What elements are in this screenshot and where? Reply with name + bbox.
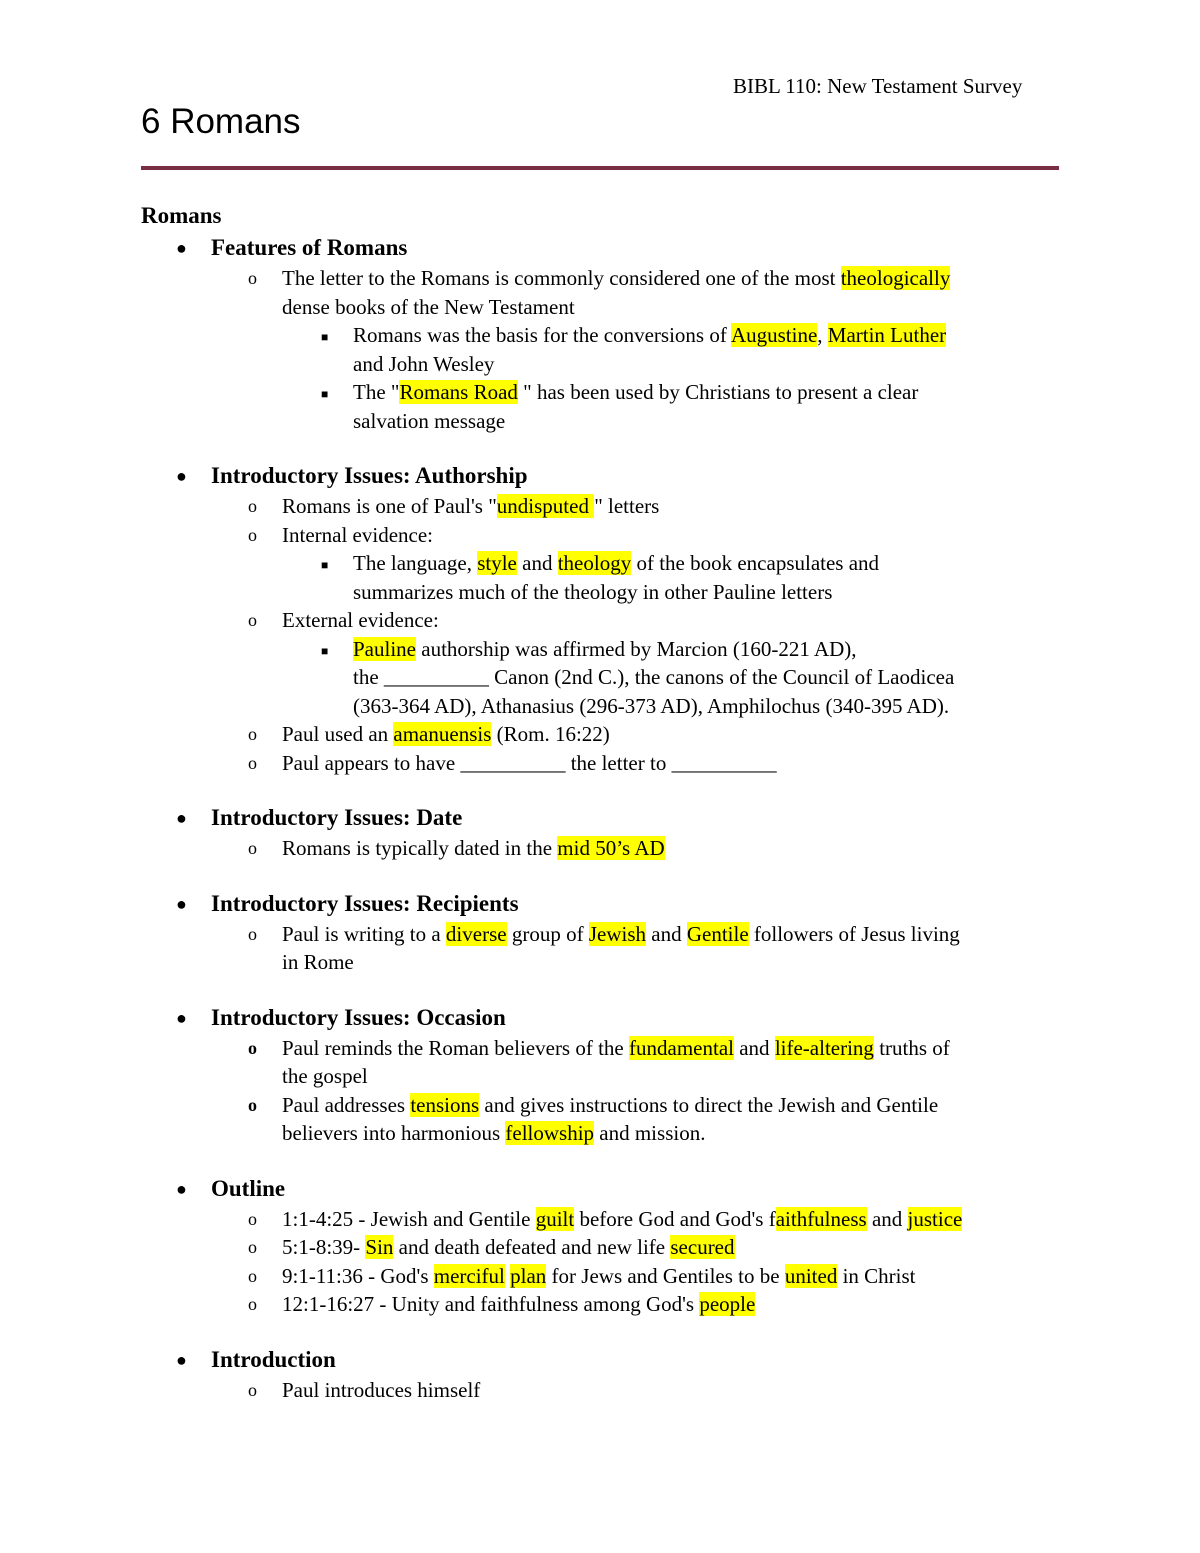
text-line <box>282 834 1200 863</box>
section-heading-text: Introductory Issues: Occasion <box>211 1004 506 1030</box>
highlighted-text: Martin Luther <box>827 323 947 347</box>
circle-bullet-marker: o <box>248 610 257 630</box>
text-run: and <box>733 1035 775 1060</box>
list-item <box>248 1034 1200 1091</box>
subject-heading: Romans <box>141 203 222 228</box>
text-run: for Jews and Gentiles to be <box>546 1263 785 1288</box>
text-line <box>353 692 1200 721</box>
section-heading <box>176 232 1200 264</box>
square-bullet-marker: ■ <box>321 330 329 344</box>
text-line <box>353 663 1200 692</box>
highlighted-text: united <box>784 1263 838 1288</box>
text-run: The letter to the Romans is commonly considered one of the most <box>282 266 841 290</box>
text-run: and <box>866 1206 908 1231</box>
circle-bullet-marker: o <box>248 268 257 288</box>
text-run: and <box>516 551 558 575</box>
section-heading <box>176 802 1200 834</box>
text-run: in Rome <box>282 950 354 974</box>
highlighted-text: Sin <box>365 1235 394 1259</box>
circle-bullet-marker: o <box>248 1094 257 1115</box>
text-run: Romans is typically dated in the <box>282 836 558 860</box>
highlighted-text: amanuensis <box>393 722 492 746</box>
text-line <box>282 1034 1200 1063</box>
section-heading-text: Introductory Issues: Date <box>211 805 463 830</box>
list-item <box>248 1290 1200 1319</box>
text-run: The " <box>353 380 400 404</box>
highlighted-text: diverse <box>445 921 507 946</box>
text-line <box>353 378 1200 407</box>
text-line <box>282 1233 1200 1262</box>
highlighted-text: style <box>477 551 517 575</box>
text-line <box>282 1376 1200 1405</box>
text-line <box>282 1119 1200 1148</box>
text-run: before God and God's f <box>574 1206 776 1231</box>
section-spacer <box>0 435 1200 460</box>
section-heading-text: Outline <box>211 1175 286 1201</box>
text-run: Paul appears to have __________ the letter to __________ <box>282 750 777 775</box>
highlighted-text: fundamental <box>629 1035 734 1060</box>
section-heading <box>176 1344 1200 1376</box>
text-line <box>353 578 1200 607</box>
text-run: 5:1-8:39- <box>282 1235 366 1259</box>
list-item <box>248 264 1200 321</box>
text-run: Paul introduces himself <box>282 1377 481 1402</box>
text-run: dense books of the New Testament <box>282 294 575 319</box>
text-line <box>282 606 1200 635</box>
text-run: believers into harmonious <box>282 1121 506 1145</box>
list-item <box>248 1262 1200 1291</box>
text-line <box>282 521 1200 550</box>
sub-list-item <box>321 549 1200 606</box>
highlighted-text: guilt <box>535 1206 575 1231</box>
circle-bullet-marker: o <box>248 1265 257 1286</box>
title-rule <box>141 166 1059 170</box>
text-run: Paul addresses <box>282 1092 411 1117</box>
highlighted-text: aithfulness <box>775 1206 867 1231</box>
text-run: and John Wesley <box>353 351 495 376</box>
text-run: (363-364 AD), Athanasius (296-373 AD), Amphilochus (340-395 AD). <box>353 693 950 718</box>
section-heading-text: Introductory Issues: Recipients <box>211 890 519 916</box>
bullet-marker: ● <box>176 238 187 258</box>
square-bullet-marker: ■ <box>321 387 329 401</box>
section-heading-text: Introduction <box>211 1346 336 1372</box>
text-run: (Rom. 16:22) <box>491 722 610 746</box>
text-line <box>282 1290 1200 1319</box>
sub-list-item <box>321 321 1200 378</box>
text-run: group of <box>506 921 589 946</box>
circle-bullet-marker: o <box>248 838 257 858</box>
section-heading <box>176 1002 1200 1034</box>
highlighted-text: Gentile <box>686 921 749 946</box>
circle-bullet-marker: o <box>248 752 257 773</box>
text-run: authorship was affirmed by Marcion (160-221 AD), <box>416 636 857 661</box>
text-line <box>282 1062 1200 1091</box>
text-line <box>282 948 1200 977</box>
section-heading <box>176 1173 1200 1205</box>
text-run: 9:1-11:36 - God's <box>282 1263 434 1288</box>
text-run: salvation message <box>353 408 506 433</box>
text-line <box>282 1091 1200 1120</box>
text-run: 12:1-16:27 - Unity and faithfulness among God's <box>282 1292 700 1316</box>
course-header: BIBL 110: New Testament Survey <box>733 74 1023 98</box>
highlighted-text: fellowship <box>505 1121 595 1145</box>
text-run: Romans is one of Paul's " <box>282 494 497 518</box>
highlighted-text: undisputed <box>496 494 595 518</box>
text-line <box>282 264 1200 293</box>
bullet-marker: ● <box>176 1349 187 1370</box>
list-item <box>248 720 1200 749</box>
circle-bullet-marker: o <box>248 1208 257 1229</box>
circle-bullet-marker: o <box>248 1294 257 1314</box>
square-bullet-marker: ■ <box>321 643 329 658</box>
square-bullet-marker: ■ <box>321 558 329 572</box>
text-line <box>353 407 1200 436</box>
text-line <box>282 492 1200 521</box>
text-run: The language, <box>353 551 478 575</box>
text-run: truths of <box>873 1035 950 1060</box>
section-spacer <box>0 977 1200 1002</box>
sub-list-item <box>321 378 1200 435</box>
page-title: 6 Romans <box>141 102 301 141</box>
text-run: " has been used by Christians to present a clear <box>517 380 919 404</box>
text-run: and death defeated and new life <box>393 1235 671 1259</box>
list-item <box>248 834 1200 863</box>
text-run: 1:1-4:25 - Jewish and Gentile <box>282 1206 536 1231</box>
section-heading <box>176 460 1200 492</box>
list-item <box>248 749 1200 778</box>
text-run: followers of Jesus living <box>748 921 960 946</box>
highlighted-text: Pauline <box>353 636 416 661</box>
highlighted-text: justice <box>907 1206 963 1231</box>
circle-bullet-marker: o <box>248 1037 257 1058</box>
circle-bullet-marker: o <box>248 496 257 516</box>
section-spacer <box>0 1148 1200 1173</box>
list-item <box>248 1233 1200 1262</box>
text-run: and <box>646 921 687 946</box>
text-run: Romans was the basis for the conversions of <box>353 323 731 347</box>
text-line <box>282 920 1200 949</box>
text-run: , <box>817 323 828 347</box>
circle-bullet-marker: o <box>248 1379 257 1400</box>
text-run: Paul used an <box>282 722 394 746</box>
circle-bullet-marker: o <box>248 524 257 545</box>
circle-bullet-marker: o <box>248 1237 257 1257</box>
text-line <box>282 749 1200 778</box>
highlighted-text: merciful <box>433 1263 505 1288</box>
highlighted-text: life-altering <box>774 1035 874 1060</box>
text-line <box>282 720 1200 749</box>
circle-bullet-marker: o <box>248 724 257 744</box>
list-item <box>248 521 1200 550</box>
list-item <box>248 1205 1200 1234</box>
text-line <box>282 1262 1200 1291</box>
text-run: Paul is writing to a <box>282 921 446 946</box>
text-run: External evidence: <box>282 608 439 632</box>
list-item <box>248 1376 1200 1405</box>
circle-bullet-marker: o <box>248 923 257 944</box>
list-item <box>248 606 1200 635</box>
bullet-marker: ● <box>176 1007 187 1028</box>
highlighted-text: mid 50’s AD <box>557 836 665 860</box>
section-spacer <box>0 1319 1200 1344</box>
bullet-marker: ● <box>176 466 187 486</box>
section-spacer <box>0 777 1200 802</box>
highlighted-text: Romans Road <box>399 380 518 404</box>
list-item <box>248 920 1200 977</box>
list-item <box>248 492 1200 521</box>
text-line <box>353 635 1200 664</box>
text-run: the gospel <box>282 1064 368 1088</box>
text-line <box>353 549 1200 578</box>
section-spacer <box>0 863 1200 888</box>
text-run: the __________ Canon (2nd C.), the canons of the Council of Laodicea <box>353 665 955 689</box>
highlighted-text: plan <box>510 1263 547 1288</box>
sub-list-item <box>321 635 1200 721</box>
text-line <box>353 321 1200 350</box>
section-heading <box>176 888 1200 920</box>
highlighted-text: theology <box>557 551 632 575</box>
text-run: and mission. <box>594 1121 706 1145</box>
highlighted-text: Augustine <box>730 323 818 347</box>
text-run: Internal evidence: <box>282 522 433 547</box>
text-run: " letters <box>594 494 660 518</box>
bullet-marker: ● <box>176 1178 187 1199</box>
highlighted-text: tensions <box>410 1092 480 1117</box>
text-line <box>353 350 1200 379</box>
outline-content <box>0 232 1200 1404</box>
bullet-marker: ● <box>176 893 187 914</box>
text-line <box>282 293 1200 322</box>
bullet-marker: ● <box>176 808 187 828</box>
text-run: in Christ <box>837 1263 916 1288</box>
highlighted-text: secured <box>670 1235 735 1259</box>
highlighted-text: people <box>699 1292 756 1316</box>
section-heading-text: Features of Romans <box>211 235 408 260</box>
text-run: of the book encapsulates and <box>631 551 880 575</box>
text-run: and gives instructions to direct the Jewish and Gentile <box>479 1092 939 1117</box>
text-line <box>282 1205 1200 1234</box>
text-run: summarizes much of the theology in other Pauline letters <box>353 579 833 604</box>
section-heading-text: Introductory Issues: Authorship <box>211 463 528 488</box>
highlighted-text: theologically <box>840 266 951 290</box>
highlighted-text: Jewish <box>588 921 646 946</box>
list-item <box>248 1091 1200 1148</box>
text-run: Paul reminds the Roman believers of the <box>282 1035 630 1060</box>
